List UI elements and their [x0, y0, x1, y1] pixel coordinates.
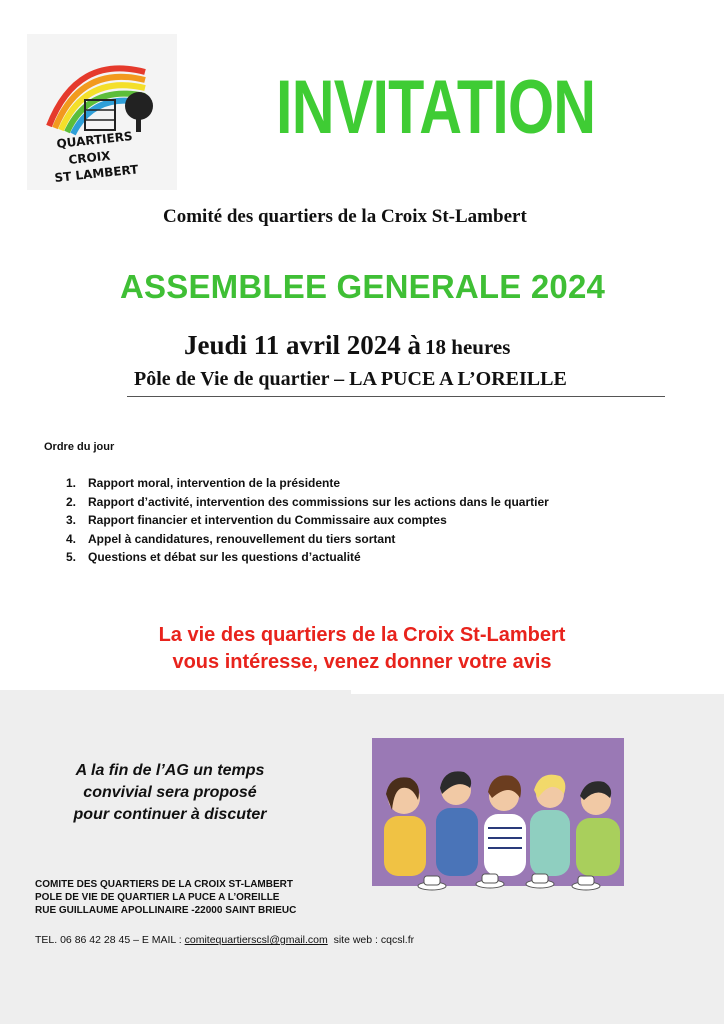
logo-text-line2: CROIX	[67, 148, 112, 167]
agenda-title: Ordre du jour	[44, 441, 115, 453]
agenda-item: 2. Rapport d’activité, intervention des commissions sur les actions dans le quartier	[66, 494, 549, 509]
contact-line	[35, 934, 414, 946]
slogan-line: La vie des quartiers de la Croix St-Lambert	[158, 624, 566, 646]
committee-address	[35, 878, 296, 917]
event-time: 18 heures	[425, 335, 511, 359]
email-link[interactable]: comitequartierscsl@gmail.com	[184, 934, 328, 946]
address-line: POLE DE VIE DE QUARTIER LA PUCE A L’OREILLE	[35, 892, 280, 903]
people-talking-illustration	[372, 738, 624, 898]
logo-text-line1: QUARTIERS	[55, 129, 134, 151]
slogan	[0, 622, 724, 676]
committee-name: Comité des quartiers de la Croix St-Lambert	[163, 206, 527, 227]
logo-text-line3: ST LAMBERT	[53, 162, 139, 185]
event-date	[184, 330, 510, 361]
footer-edge	[351, 690, 724, 694]
convivial-note: A la fin de l’AG un temps convivial sera proposé pour continuer à discuter	[73, 762, 267, 823]
general-assembly-title: ASSEMBLEE GENERALE 2024	[120, 268, 606, 305]
event-venue: Pôle de Vie de quartier – LA PUCE A L’OREILLE	[134, 368, 567, 390]
website-label: site web : cqcsl.fr	[333, 934, 415, 946]
committee-logo	[27, 34, 177, 190]
agenda-item: 1. Rapport moral, intervention de la présidente	[66, 476, 341, 490]
agenda-list	[66, 474, 549, 567]
header-divider	[127, 396, 665, 397]
phone-label: TEL. 06 86 42 28 45 – E MAIL :	[35, 934, 182, 946]
address-line: COMITE DES QUARTIERS DE LA CROIX ST-LAMBERT	[35, 879, 293, 890]
address-line: RUE GUILLAUME APOLLINAIRE -22000 SAINT BRIEUC	[35, 905, 297, 916]
agenda-item: 5. Questions et débat sur les questions d’actualité	[66, 550, 361, 564]
agenda-item: 3. Rapport financier et intervention du Commissaire aux comptes	[66, 513, 447, 527]
slogan-line: vous intéresse, venez donner votre avis	[172, 651, 552, 673]
agenda-item: 4. Appel à candidatures, renouvellement du tiers sortant	[66, 531, 396, 546]
rainbow-logo-graphic	[27, 34, 177, 190]
invitation-title: INVITATION	[276, 65, 596, 150]
event-date-main: Jeudi 11 avril 2024 à	[184, 330, 422, 360]
